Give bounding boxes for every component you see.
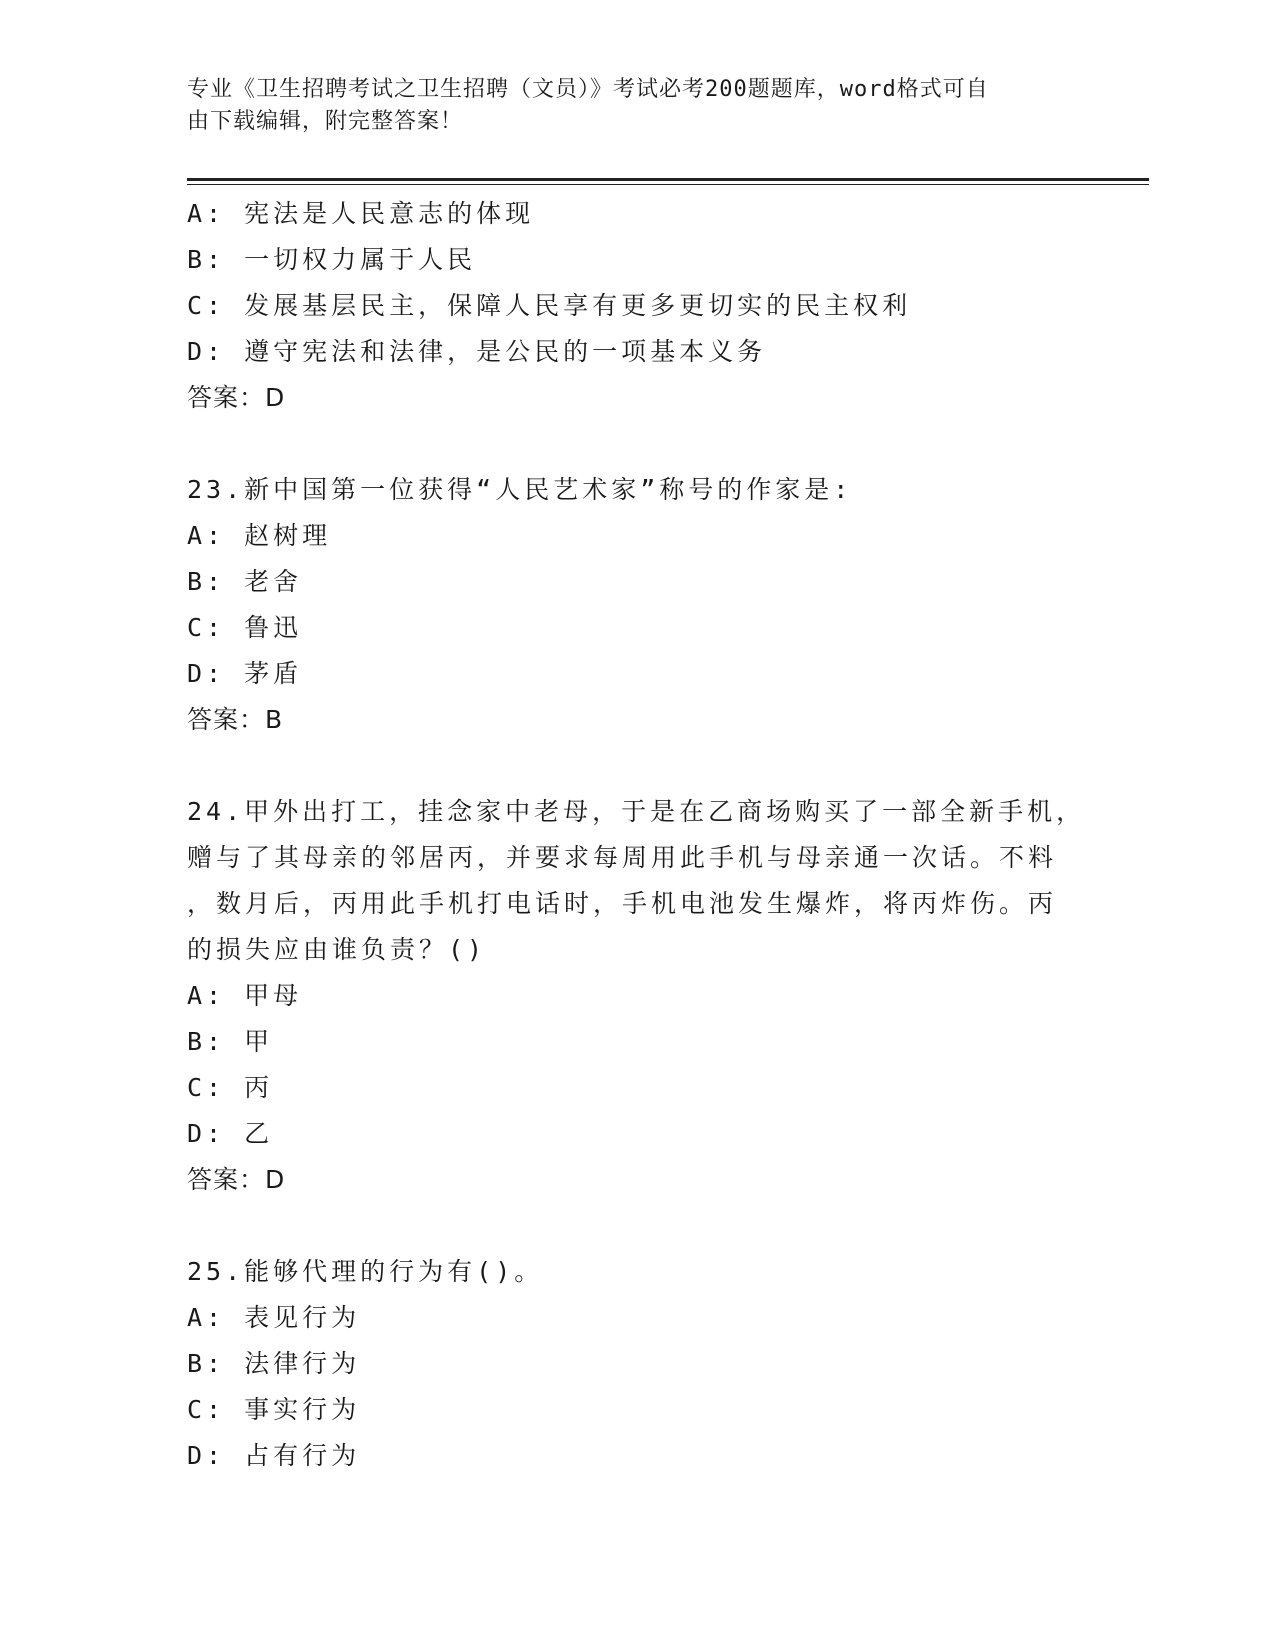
option-b: B: 法律行为 xyxy=(187,1349,361,1378)
question-24 xyxy=(187,789,1086,1203)
header-divider-thin xyxy=(187,184,1149,185)
option-a: A: 赵树理 xyxy=(187,521,332,550)
spacer xyxy=(187,421,1067,467)
option-b: B: 老舍 xyxy=(187,567,303,596)
question-stem-line: 的损失应由谁负责？() xyxy=(187,935,487,964)
spacer xyxy=(187,743,1067,789)
option-d: D: 茅盾 xyxy=(187,659,303,688)
option-c: C: 事实行为 xyxy=(187,1395,361,1424)
option-a: A: 表见行为 xyxy=(187,1303,361,1332)
header-line-2: 由下载编辑，附完整答案！ xyxy=(187,109,464,134)
option-c: C: 丙 xyxy=(187,1073,274,1102)
option-a: A: 宪法是人民意志的体现 xyxy=(187,199,535,228)
question-stem-line: 赠与了其母亲的邻居丙，并要求每周用此手机与母亲通一次话。不料 xyxy=(187,843,1058,872)
option-d: D: 乙 xyxy=(187,1119,274,1148)
option-d: D: 遵守宪法和法律，是公民的一项基本义务 xyxy=(187,337,767,366)
question-stem-line: ，数月后，丙用此手机打电话时，手机电池发生爆炸，将丙炸伤。丙 xyxy=(187,889,1058,918)
question-22 xyxy=(187,191,1067,421)
answer-line: 答案：D xyxy=(187,383,286,412)
option-c: C: 鲁迅 xyxy=(187,613,303,642)
question-stem: 25.能够代理的行为有()。 xyxy=(187,1257,544,1286)
spacer xyxy=(187,1203,1067,1249)
question-list xyxy=(187,191,1086,1479)
option-b: B: 甲 xyxy=(187,1027,274,1056)
question-23 xyxy=(187,467,1067,743)
question-stem-line: 24.甲外出打工，挂念家中老母，于是在乙商场购买了一部全新手机， xyxy=(187,797,1086,826)
answer-line: 答案：D xyxy=(187,1165,286,1194)
question-25 xyxy=(187,1249,1067,1479)
answer-line: 答案：B xyxy=(187,705,284,734)
option-b: B: 一切权力属于人民 xyxy=(187,245,477,274)
document-header xyxy=(187,74,1087,138)
option-d: D: 占有行为 xyxy=(187,1441,361,1470)
question-stem: 23.新中国第一位获得“人民艺术家”称号的作家是: xyxy=(187,475,853,504)
option-c: C: 发展基层民主，保障人民享有更多更切实的民主权利 xyxy=(187,291,912,320)
header-divider-thick xyxy=(187,178,1149,181)
header-line-1: 专业《卫生招聘考试之卫生招聘（文员）》考试必考200题题库，word格式可自 xyxy=(187,77,989,102)
option-a: A: 甲母 xyxy=(187,981,303,1010)
